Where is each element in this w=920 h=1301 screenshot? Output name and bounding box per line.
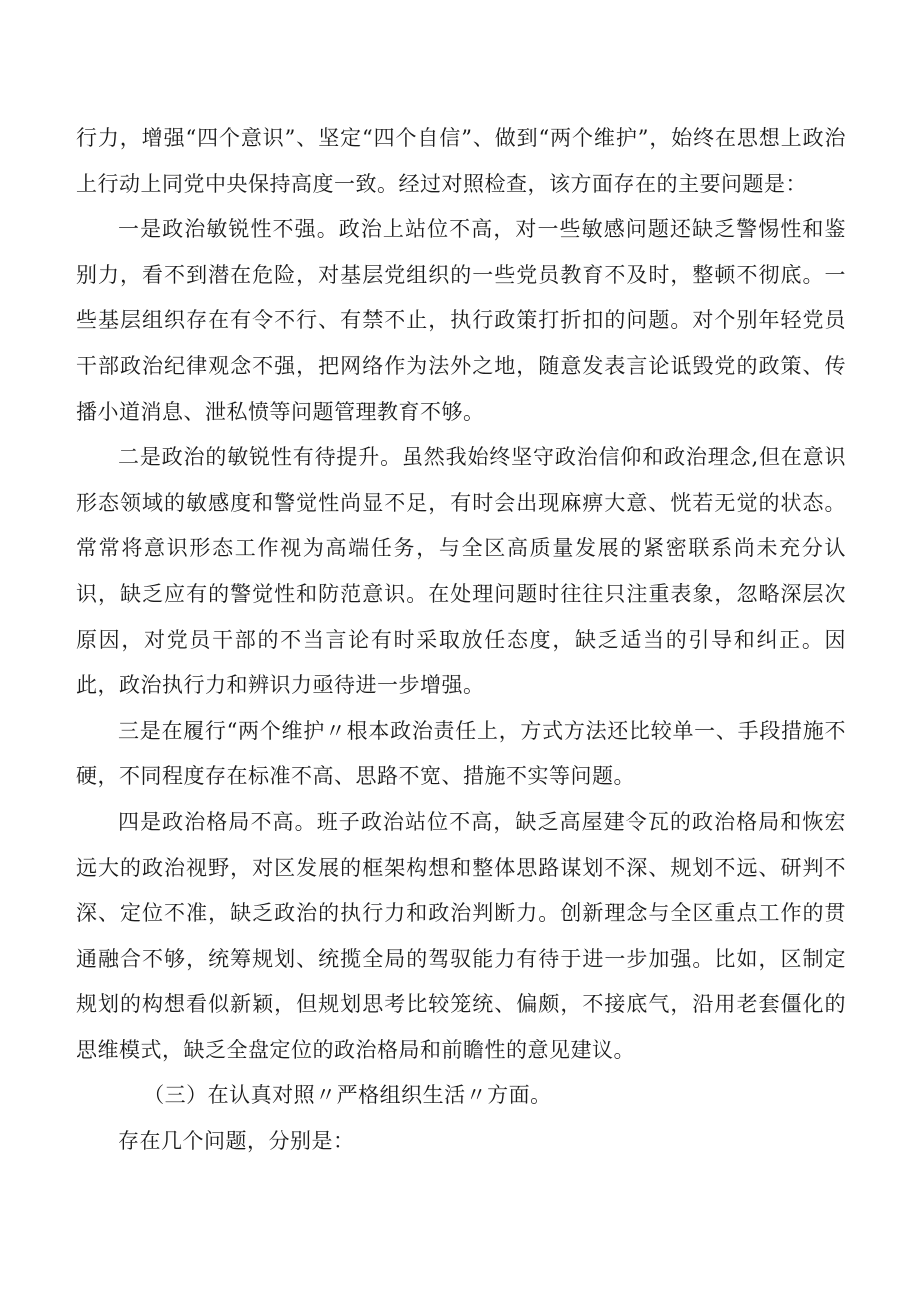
document-body <box>76 116 846 1165</box>
paragraph-issue-one: 一是政治敏锐性不强。政治上站位不高，对一些敏感问题还缺乏警惕性和鉴别力，看不到潜在危险，对基层党组织的一些党员教育不及时，整顿不彻底。一些基层组织存在有令不行、有禁不止，执行政策打折扣的问题。对个别年轻党员干部政治纪律观念不强，把网络作为法外之地，随意发表言论诋毁党的政策、传播小道消息、泄私愤等问题管理教育不够。 <box>76 217 846 424</box>
paragraph-issue-three: 三是在履行“两个维护〃根本政治责任上，方式方法还比较单一、手段措施不硬，不同程度存在标准不高、思路不宽、措施不实等问题。 <box>76 718 846 789</box>
section-three-heading: （三）在认真对照〃严格组织生活〃方面。 <box>143 1083 552 1108</box>
paragraph-section-three-lead: 存在几个问题，分别是： <box>118 1129 355 1154</box>
paragraph-issue-two: 二是政治的敏锐性有待提升。虽然我始终坚守政治信仰和政治理念,但在意识形态领域的敏感度和警觉性尚显不足，有时会出现麻痹大意、恍若无觉的状态。常常将意识形态工作视为高端任务，与全区高质量发展的紧密联系尚未充分认识，缺乏应有的警觉性和防范意识。在处理问题时往往只注重表象，忽略深层次原因，对党员干部的不当言论有时采取放任态度，缺乏适当的引导和纠正。因此，政治执行力和辨识力亟待进一步增强。 <box>76 445 846 698</box>
paragraph-intro-continuation: 行力，增强“四个意识”、坚定“四个自信”、做到“两个维护”，始终在思想上政治上行动上同党中央保持高度一致。经过对照检查，该方面存在的主要问题是： <box>76 126 846 196</box>
paragraph-issue-four: 四是政治格局不高。班子政治站位不高，缺乏高屋建令瓦的政治格局和恢宏远大的政治视野，对区发展的框架构想和整体思路谋划不深、规划不远、研判不深、定位不准，缺乏政治的执行力和政治判断力。创新理念与全区重点工作的贯通融合不够，统筹规划、统揽全局的驾驭能力有待于进一步加强。比如，区制定规划的构想看似新颖，但规划思考比较笼统、偏颇，不接底气，沿用老套僵化的思维模式，缺乏全盘定位的政治格局和前瞻性的意见建议。 <box>76 809 846 1062</box>
